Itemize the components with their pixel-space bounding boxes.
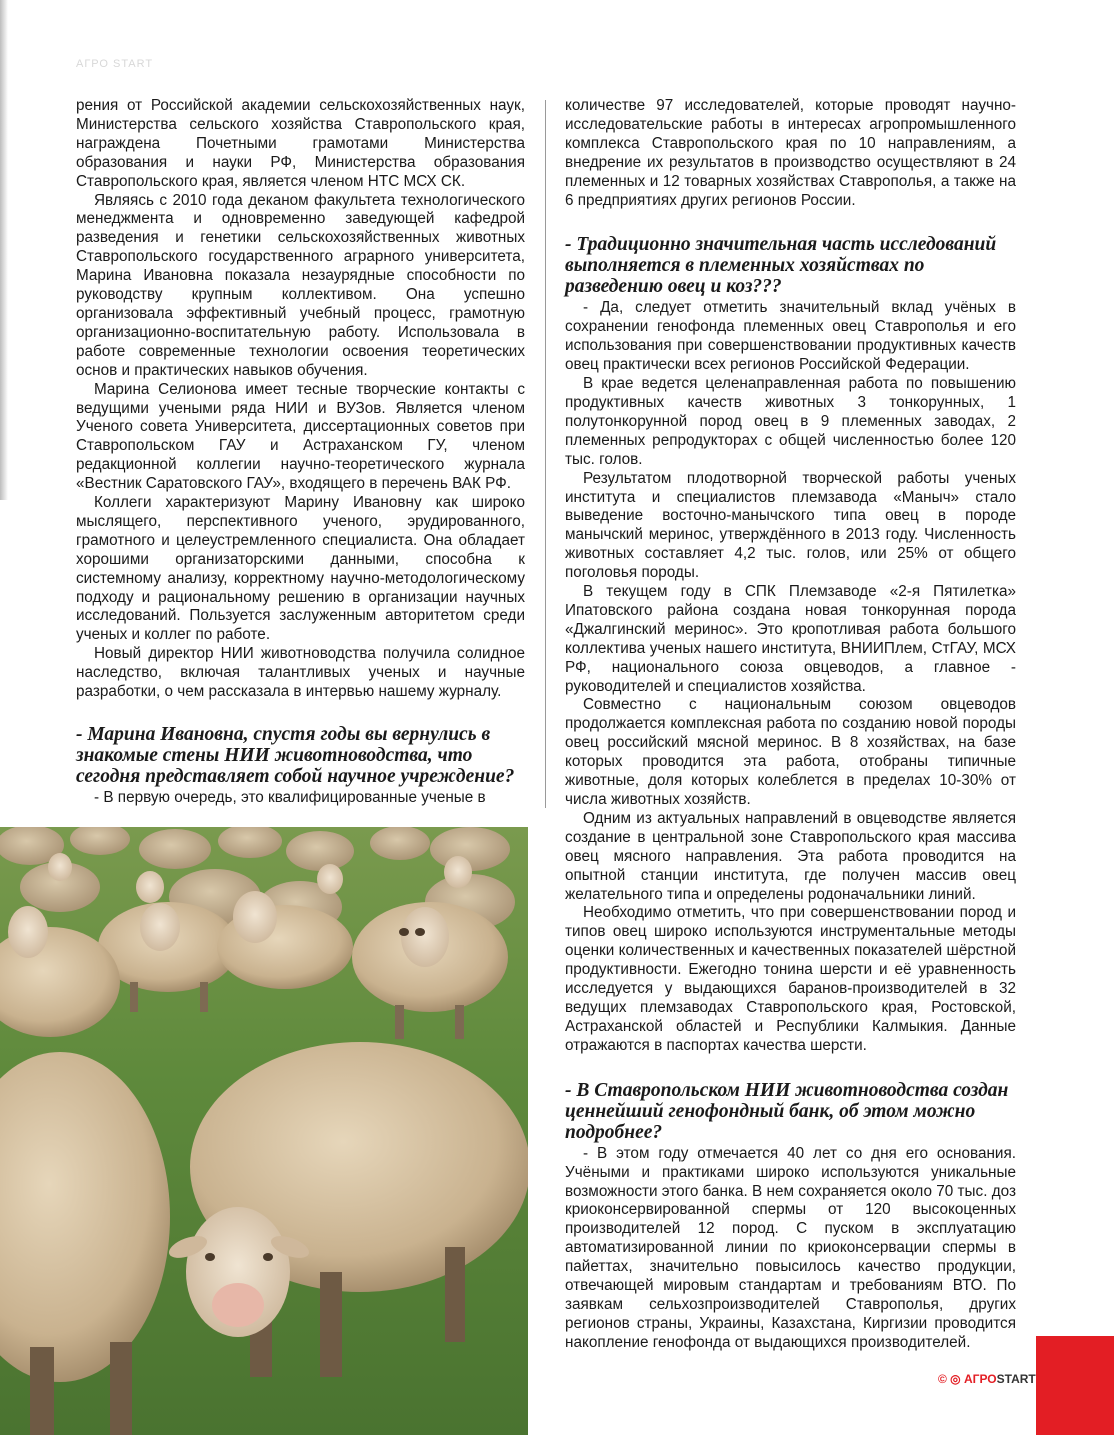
paragraph: В текущем году в СПК Племзаводе «2-я Пятилетка» Ипатовского района создана новая тонкорунная порода «Джалгинский меринос». Это кропотливая работа большого коллектива ученых нашего института, ВНИИПлем, СтГАУ, МСХ РФ, национального союза овцеводов, а главное - руководителей и специалистов хозяйства. <box>565 583 1016 695</box>
column-divider <box>545 100 546 808</box>
interview-answer: - Да, следует отметить значительный вклад учёных в сохранении генофонда племенных овец Ставрополья и его использования при совершенствовании продуктивных качеств овец практически всех регионов Российской Федерации. <box>565 299 1016 374</box>
interview-question: - Марина Ивановна, спустя годы вы вернулись в знакомые стены НИИ животноводства, что сегодня представляет собой научное учреждение? <box>76 724 515 787</box>
page-corner-tab <box>1036 1336 1114 1435</box>
paragraph: Совместно с национальным союзом овцеводов продолжается комплексная работа по созданию новой породы овец российский мясной меринос. В 8 хозяйствах, на базе которых проводится эта работа, отобраны типичные животные, доля которых колеблется в пределах 10-30% от числа животных хозяйств. <box>565 696 1016 808</box>
paragraph: Результатом плодотворной творческой работы ученых института и специалистов племзавода «Маныч» стало выведение восточно-манычского типа овец в породе манычский меринос, утверждённого в 2013 году. Численность животных составляет 4,2 тыс. голов, или 25% от общего поголовья породы. <box>565 469 1016 582</box>
left-column <box>76 97 525 808</box>
copyright-icon: © ◎ <box>938 1372 964 1386</box>
paragraph: В крае ведется целенаправленная работа по повышению продуктивных качеств животных 3 тонкорунных, 1 полутонкорунной пород овец в 9 племенных заводах, 2 племенных репродукторах с общей численностью более 120 тыс. голов. <box>565 375 1016 468</box>
paragraph: Одним из актуальных направлений в овцеводстве является создание в центральной зоне Ставропольского края массива овец мясного направления. Эта работа проводится на опытной станции института, где получен массив овец желательного типа и определены родоначальники линий. <box>565 809 1016 903</box>
page-header-mark: АГРО START <box>76 58 154 70</box>
sheep-flock-photo <box>0 827 528 1435</box>
paragraph: Являясь с 2010 года деканом факультета технологического менеджмента и одновременно заведующей кафедрой разведения и генетики сельскохозяйственных животных Ставропольского государственного аграрного университета, Марина Ивановна показала незаурядные способности по руководству крупным коллективом. Она успешно организовала эффективный учебный процесс, грамотную организационно-воспитательную работу. Использовала в работе современные технологии освоения теоретических основ и практических навыков обучения. <box>76 191 525 379</box>
interview-answer: - В этом году отмечается 40 лет со дня его основания. Учёными и практиками широко используются уникальные возможности этого банка. В нем сохраняется около 70 тыс. доз криоконсервированной спермы от 120 высокоценных производителей 12 пород. С пуском в эксплуатацию автоматизированной линии по криоконсервации спермы в пайеттах, значительно повысилось качество продукции, отвечающей мировым стандартам и требованиям ВТО. По заявкам сельхозпроизводителей Ставрополья, других регионов страны, Украины, Казахстана, Киргизии проводится накопление генофонда от выдающихся производителей. <box>565 1144 1016 1351</box>
interview-question: - Традиционно значительная часть исследований выполняется в племенных хозяйствах по разведению овец и коз??? <box>565 234 997 298</box>
logo-agro: АГРО <box>963 1372 997 1386</box>
right-column <box>565 97 1016 1353</box>
paragraph: Марина Селионова имеет тесные творческие контакты с ведущими учеными ряда НИИ и ВУЗов. Является членом Ученого совета Университета, диссертационных советов при Ставропольском ГАУ и Астраханском ГУ, членом редакционной коллегии научно-теоретического журнала «Вестник Саратовского ГАУ», входящего в перечень ВАК РФ. <box>76 380 525 493</box>
paragraph: Необходимо отметить, что при совершенствовании пород и типов овец широко используются инструментальные методы оценки количественных и качественных показателей шёрстной продуктивности. Ежегодно тонина шерсти и её уравненность исследуется у выдающихся баранов-производителей в 32 ведущих племзаводах Ставропольского края, Ростовской, Астраханской областей и Республики Калмыкия. Данные отражаются в паспортах качества шерсти. <box>565 904 1016 1054</box>
paragraph: количестве 97 исследователей, которые проводят научно-исследовательские работы в интересах агропромышленного комплекса Ставропольского края по 10 направлениям, а внедрение их результатов в производство осуществляют в 24 племенных и 12 товарных хозяйствах Ставрополья, а также на 6 предприятиях других регионов России. <box>565 97 1016 209</box>
magazine-logo <box>938 1372 1036 1386</box>
interview-answer: - В первую очередь, это квалифицированные ученые в <box>94 789 486 806</box>
interview-question: - В Ставропольском НИИ животноводства создан ценнейший генофондный банк, об этом можно подробнее? <box>565 1079 1009 1143</box>
paragraph: рения от Российской академии сельскохозяйственных наук, Министерства сельского хозяйства Ставропольского края, награждена Почетными грамотами Министерства образования и науки РФ, Министерства образования Ставропольского края, является членом НТС МСХ СК. <box>76 97 525 190</box>
logo-start: START <box>996 1372 1036 1386</box>
paragraph: Новый директор НИИ животноводства получила солидное наследство, включая талантливых ученых и научные разработки, о чем рассказала в интервью нашему журналу. <box>76 645 525 701</box>
page-edge-shadow <box>0 0 8 500</box>
paragraph: Коллеги характеризуют Марину Ивановну как широко мыслящего, перспективного ученого, эрудированного, грамотного и целеустремленного специалиста. Она обладает хорошими организаторскими данными, способна к системному анализу, корректному научно-методологическому подходу и рациональному решению в организации научных исследований. Пользуется заслуженным авторитетом среди ученых и коллег по работе. <box>76 494 525 644</box>
